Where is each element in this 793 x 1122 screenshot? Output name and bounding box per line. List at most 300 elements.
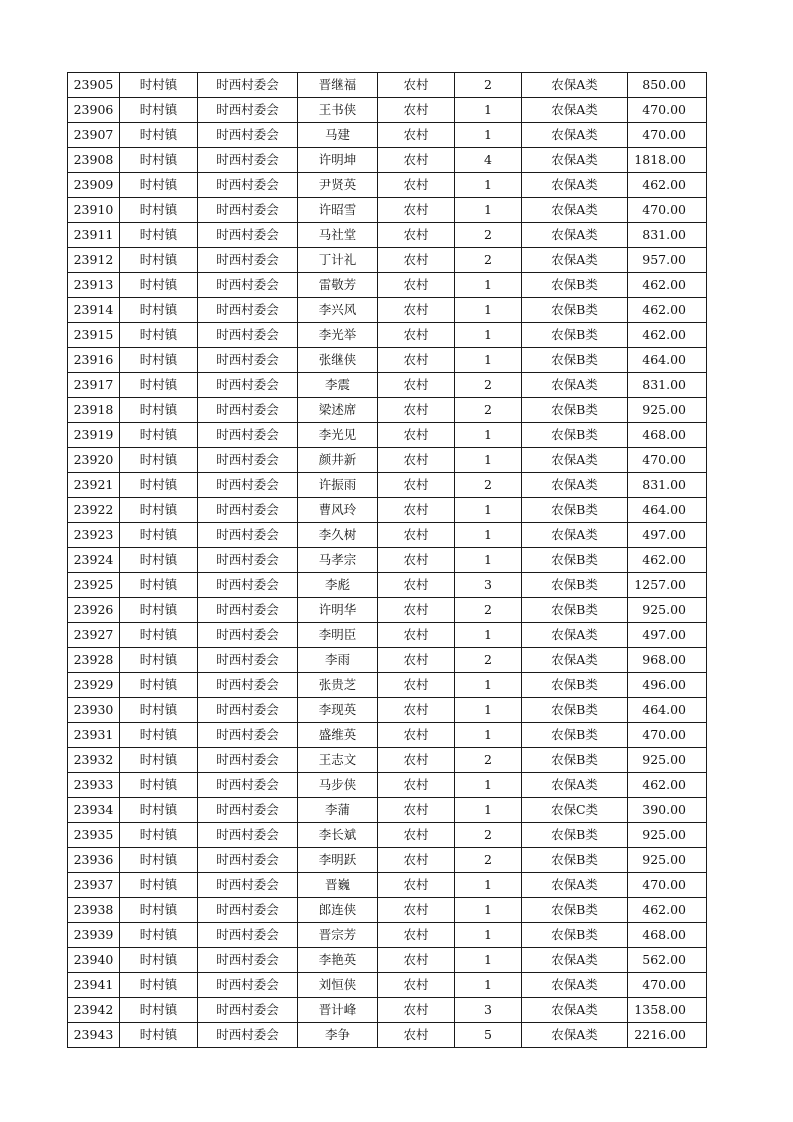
village-committee-cell: 时西村委会 (198, 298, 298, 323)
amount-cell: 1257.00 (628, 573, 707, 598)
insurance-category-cell: 农保A类 (522, 473, 628, 498)
amount-cell: 925.00 (628, 598, 707, 623)
member-count-cell: 2 (455, 848, 522, 873)
household-type-cell: 农村 (378, 498, 455, 523)
township-cell: 时村镇 (120, 573, 198, 598)
township-cell: 时村镇 (120, 98, 198, 123)
table-row (68, 823, 707, 848)
person-name-cell: 李艳英 (298, 948, 378, 973)
member-count-cell: 2 (455, 373, 522, 398)
amount-cell: 831.00 (628, 473, 707, 498)
amount-cell: 470.00 (628, 123, 707, 148)
township-cell: 时村镇 (120, 523, 198, 548)
household-type-cell: 农村 (378, 323, 455, 348)
household-type-cell: 农村 (378, 973, 455, 998)
member-count-cell: 1 (455, 348, 522, 373)
member-count-cell: 1 (455, 298, 522, 323)
township-cell: 时村镇 (120, 848, 198, 873)
record-id-cell: 23926 (68, 598, 120, 623)
household-type-cell: 农村 (378, 573, 455, 598)
amount-cell: 470.00 (628, 198, 707, 223)
household-type-cell: 农村 (378, 698, 455, 723)
record-id-cell: 23905 (68, 73, 120, 98)
village-committee-cell: 时西村委会 (198, 698, 298, 723)
member-count-cell: 2 (455, 823, 522, 848)
township-cell: 时村镇 (120, 698, 198, 723)
township-cell: 时村镇 (120, 823, 198, 848)
person-name-cell: 颜井新 (298, 448, 378, 473)
village-committee-cell: 时西村委会 (198, 223, 298, 248)
household-type-cell: 农村 (378, 948, 455, 973)
amount-cell: 462.00 (628, 323, 707, 348)
person-name-cell: 李光见 (298, 423, 378, 448)
table-row (68, 273, 707, 298)
household-type-cell: 农村 (378, 423, 455, 448)
village-committee-cell: 时西村委会 (198, 423, 298, 448)
record-id-cell: 23925 (68, 573, 120, 598)
village-committee-cell: 时西村委会 (198, 798, 298, 823)
person-name-cell: 张贵芝 (298, 673, 378, 698)
village-committee-cell: 时西村委会 (198, 273, 298, 298)
member-count-cell: 1 (455, 773, 522, 798)
household-type-cell: 农村 (378, 723, 455, 748)
amount-cell: 468.00 (628, 923, 707, 948)
insurance-category-cell: 农保A类 (522, 873, 628, 898)
record-id-cell: 23914 (68, 298, 120, 323)
member-count-cell: 1 (455, 423, 522, 448)
member-count-cell: 1 (455, 898, 522, 923)
household-type-cell: 农村 (378, 173, 455, 198)
table-row (68, 548, 707, 573)
household-type-cell: 农村 (378, 473, 455, 498)
record-id-cell: 23929 (68, 673, 120, 698)
village-committee-cell: 时西村委会 (198, 523, 298, 548)
record-id-cell: 23935 (68, 823, 120, 848)
person-name-cell: 许振雨 (298, 473, 378, 498)
township-cell: 时村镇 (120, 223, 198, 248)
record-id-cell: 23930 (68, 698, 120, 723)
township-cell: 时村镇 (120, 673, 198, 698)
insurance-category-cell: 农保A类 (522, 173, 628, 198)
person-name-cell: 许明华 (298, 598, 378, 623)
person-name-cell: 王书侠 (298, 98, 378, 123)
insurance-category-cell: 农保A类 (522, 198, 628, 223)
village-committee-cell: 时西村委会 (198, 848, 298, 873)
member-count-cell: 2 (455, 248, 522, 273)
village-committee-cell: 时西村委会 (198, 448, 298, 473)
village-committee-cell: 时西村委会 (198, 748, 298, 773)
table-row (68, 648, 707, 673)
member-count-cell: 1 (455, 798, 522, 823)
village-committee-cell: 时西村委会 (198, 873, 298, 898)
person-name-cell: 尹贤英 (298, 173, 378, 198)
record-id-cell: 23933 (68, 773, 120, 798)
township-cell: 时村镇 (120, 123, 198, 148)
person-name-cell: 雷敬芳 (298, 273, 378, 298)
village-committee-cell: 时西村委会 (198, 323, 298, 348)
person-name-cell: 王志文 (298, 748, 378, 773)
record-id-cell: 23913 (68, 273, 120, 298)
table-row (68, 623, 707, 648)
village-committee-cell: 时西村委会 (198, 123, 298, 148)
record-id-cell: 23939 (68, 923, 120, 948)
village-committee-cell: 时西村委会 (198, 1023, 298, 1048)
township-cell: 时村镇 (120, 873, 198, 898)
insurance-category-cell: 农保B类 (522, 898, 628, 923)
amount-cell: 390.00 (628, 798, 707, 823)
household-type-cell: 农村 (378, 248, 455, 273)
insurance-category-cell: 农保A类 (522, 973, 628, 998)
amount-cell: 462.00 (628, 173, 707, 198)
amount-cell: 1358.00 (628, 998, 707, 1023)
township-cell: 时村镇 (120, 1023, 198, 1048)
record-id-cell: 23918 (68, 398, 120, 423)
insurance-category-cell: 农保A类 (522, 148, 628, 173)
amount-cell: 562.00 (628, 948, 707, 973)
village-committee-cell: 时西村委会 (198, 973, 298, 998)
insurance-category-cell: 农保B类 (522, 298, 628, 323)
member-count-cell: 2 (455, 223, 522, 248)
record-id-cell: 23917 (68, 373, 120, 398)
household-type-cell: 农村 (378, 348, 455, 373)
township-cell: 时村镇 (120, 773, 198, 798)
record-id-cell: 23916 (68, 348, 120, 373)
township-cell: 时村镇 (120, 548, 198, 573)
village-committee-cell: 时西村委会 (198, 898, 298, 923)
person-name-cell: 晋继福 (298, 73, 378, 98)
person-name-cell: 晋计峰 (298, 998, 378, 1023)
amount-cell: 470.00 (628, 873, 707, 898)
record-id-cell: 23920 (68, 448, 120, 473)
household-type-cell: 农村 (378, 848, 455, 873)
amount-cell: 462.00 (628, 298, 707, 323)
table-row (68, 298, 707, 323)
insurance-category-cell: 农保B类 (522, 598, 628, 623)
person-name-cell: 刘恒侠 (298, 973, 378, 998)
village-committee-cell: 时西村委会 (198, 198, 298, 223)
table-row (68, 473, 707, 498)
township-cell: 时村镇 (120, 198, 198, 223)
insurance-category-cell: 农保B类 (522, 498, 628, 523)
township-cell: 时村镇 (120, 473, 198, 498)
township-cell: 时村镇 (120, 423, 198, 448)
person-name-cell: 李明跃 (298, 848, 378, 873)
village-committee-cell: 时西村委会 (198, 948, 298, 973)
record-id-cell: 23927 (68, 623, 120, 648)
table-row (68, 73, 707, 98)
amount-cell: 925.00 (628, 398, 707, 423)
member-count-cell: 1 (455, 948, 522, 973)
person-name-cell: 李兴风 (298, 298, 378, 323)
table-row (68, 923, 707, 948)
record-id-cell: 23923 (68, 523, 120, 548)
amount-cell: 496.00 (628, 673, 707, 698)
insurance-category-cell: 农保A类 (522, 448, 628, 473)
member-count-cell: 1 (455, 173, 522, 198)
record-id-cell: 23924 (68, 548, 120, 573)
household-type-cell: 农村 (378, 923, 455, 948)
township-cell: 时村镇 (120, 448, 198, 473)
table-row (68, 798, 707, 823)
township-cell: 时村镇 (120, 273, 198, 298)
member-count-cell: 1 (455, 673, 522, 698)
household-type-cell: 农村 (378, 98, 455, 123)
household-type-cell: 农村 (378, 398, 455, 423)
household-type-cell: 农村 (378, 198, 455, 223)
insurance-category-cell: 农保B类 (522, 348, 628, 373)
table-row (68, 398, 707, 423)
member-count-cell: 1 (455, 498, 522, 523)
member-count-cell: 4 (455, 148, 522, 173)
household-type-cell: 农村 (378, 298, 455, 323)
amount-cell: 850.00 (628, 73, 707, 98)
village-committee-cell: 时西村委会 (198, 773, 298, 798)
person-name-cell: 李现英 (298, 698, 378, 723)
person-name-cell: 晋巍 (298, 873, 378, 898)
township-cell: 时村镇 (120, 648, 198, 673)
record-id-cell: 23943 (68, 1023, 120, 1048)
household-type-cell: 农村 (378, 823, 455, 848)
member-count-cell: 1 (455, 323, 522, 348)
village-committee-cell: 时西村委会 (198, 673, 298, 698)
person-name-cell: 晋宗芳 (298, 923, 378, 948)
household-type-cell: 农村 (378, 273, 455, 298)
record-id-cell: 23928 (68, 648, 120, 673)
record-id-cell: 23919 (68, 423, 120, 448)
village-committee-cell: 时西村委会 (198, 823, 298, 848)
household-type-cell: 农村 (378, 548, 455, 573)
insurance-category-cell: 农保B类 (522, 323, 628, 348)
amount-cell: 462.00 (628, 773, 707, 798)
table-row (68, 98, 707, 123)
person-name-cell: 李明臣 (298, 623, 378, 648)
person-name-cell: 许昭雪 (298, 198, 378, 223)
table-row (68, 748, 707, 773)
person-name-cell: 马社堂 (298, 223, 378, 248)
person-name-cell: 李雨 (298, 648, 378, 673)
household-type-cell: 农村 (378, 623, 455, 648)
member-count-cell: 1 (455, 923, 522, 948)
insurance-category-cell: 农保B类 (522, 573, 628, 598)
township-cell: 时村镇 (120, 948, 198, 973)
record-id-cell: 23906 (68, 98, 120, 123)
member-count-cell: 2 (455, 748, 522, 773)
member-count-cell: 1 (455, 973, 522, 998)
household-type-cell: 农村 (378, 523, 455, 548)
township-cell: 时村镇 (120, 348, 198, 373)
person-name-cell: 梁述席 (298, 398, 378, 423)
person-name-cell: 曹风玲 (298, 498, 378, 523)
household-type-cell: 农村 (378, 748, 455, 773)
record-id-cell: 23908 (68, 148, 120, 173)
record-id-cell: 23911 (68, 223, 120, 248)
insurance-category-cell: 农保A类 (522, 998, 628, 1023)
person-name-cell: 马建 (298, 123, 378, 148)
village-committee-cell: 时西村委会 (198, 598, 298, 623)
table-row (68, 898, 707, 923)
insurance-category-cell: 农保B类 (522, 698, 628, 723)
insurance-category-cell: 农保B类 (522, 673, 628, 698)
table-row (68, 148, 707, 173)
member-count-cell: 3 (455, 573, 522, 598)
record-id-cell: 23931 (68, 723, 120, 748)
member-count-cell: 2 (455, 73, 522, 98)
amount-cell: 470.00 (628, 98, 707, 123)
village-committee-cell: 时西村委会 (198, 173, 298, 198)
record-id-cell: 23910 (68, 198, 120, 223)
village-committee-cell: 时西村委会 (198, 498, 298, 523)
household-type-cell: 农村 (378, 598, 455, 623)
township-cell: 时村镇 (120, 173, 198, 198)
person-name-cell: 郎连侠 (298, 898, 378, 923)
household-type-cell: 农村 (378, 998, 455, 1023)
insurance-category-cell: 农保B类 (522, 723, 628, 748)
table-row (68, 123, 707, 148)
village-committee-cell: 时西村委会 (198, 398, 298, 423)
person-name-cell: 李久树 (298, 523, 378, 548)
insurance-category-cell: 农保B类 (522, 748, 628, 773)
table-row (68, 248, 707, 273)
member-count-cell: 1 (455, 448, 522, 473)
record-id-cell: 23907 (68, 123, 120, 148)
member-count-cell: 1 (455, 98, 522, 123)
table-row (68, 523, 707, 548)
member-count-cell: 1 (455, 548, 522, 573)
person-name-cell: 丁计礼 (298, 248, 378, 273)
insurance-category-cell: 农保A类 (522, 648, 628, 673)
person-name-cell: 李长斌 (298, 823, 378, 848)
township-cell: 时村镇 (120, 323, 198, 348)
insurance-category-cell: 农保B类 (522, 823, 628, 848)
village-committee-cell: 时西村委会 (198, 998, 298, 1023)
township-cell: 时村镇 (120, 398, 198, 423)
amount-cell: 464.00 (628, 698, 707, 723)
table-row (68, 348, 707, 373)
record-id-cell: 23932 (68, 748, 120, 773)
village-committee-cell: 时西村委会 (198, 573, 298, 598)
village-committee-cell: 时西村委会 (198, 723, 298, 748)
village-committee-cell: 时西村委会 (198, 473, 298, 498)
table-row (68, 598, 707, 623)
amount-cell: 1818.00 (628, 148, 707, 173)
household-type-cell: 农村 (378, 673, 455, 698)
township-cell: 时村镇 (120, 148, 198, 173)
insurance-category-cell: 农保A类 (522, 98, 628, 123)
amount-cell: 831.00 (628, 223, 707, 248)
member-count-cell: 2 (455, 473, 522, 498)
household-type-cell: 农村 (378, 373, 455, 398)
person-name-cell: 李蒲 (298, 798, 378, 823)
insurance-category-cell: 农保A类 (522, 948, 628, 973)
member-count-cell: 2 (455, 598, 522, 623)
insurance-category-cell: 农保A类 (522, 623, 628, 648)
table-row (68, 848, 707, 873)
table-row (68, 673, 707, 698)
person-name-cell: 张继侠 (298, 348, 378, 373)
member-count-cell: 1 (455, 198, 522, 223)
person-name-cell: 李争 (298, 1023, 378, 1048)
insurance-category-cell: 农保B类 (522, 923, 628, 948)
table-row (68, 573, 707, 598)
insurance-category-cell: 农保B类 (522, 273, 628, 298)
table-row (68, 698, 707, 723)
table-row (68, 498, 707, 523)
member-count-cell: 5 (455, 1023, 522, 1048)
household-type-cell: 农村 (378, 73, 455, 98)
insurance-category-cell: 农保A类 (522, 373, 628, 398)
table-row (68, 723, 707, 748)
township-cell: 时村镇 (120, 723, 198, 748)
insurance-category-cell: 农保A类 (522, 123, 628, 148)
village-committee-cell: 时西村委会 (198, 373, 298, 398)
village-committee-cell: 时西村委会 (198, 923, 298, 948)
household-type-cell: 农村 (378, 648, 455, 673)
household-type-cell: 农村 (378, 898, 455, 923)
amount-cell: 470.00 (628, 448, 707, 473)
table-row (68, 173, 707, 198)
table-row (68, 873, 707, 898)
insurance-category-cell: 农保A类 (522, 223, 628, 248)
person-name-cell: 盛维英 (298, 723, 378, 748)
record-id-cell: 23937 (68, 873, 120, 898)
table-row (68, 223, 707, 248)
amount-cell: 925.00 (628, 848, 707, 873)
amount-cell: 464.00 (628, 348, 707, 373)
person-name-cell: 许明坤 (298, 148, 378, 173)
amount-cell: 925.00 (628, 823, 707, 848)
township-cell: 时村镇 (120, 298, 198, 323)
member-count-cell: 1 (455, 273, 522, 298)
household-type-cell: 农村 (378, 448, 455, 473)
amount-cell: 925.00 (628, 748, 707, 773)
record-id-cell: 23909 (68, 173, 120, 198)
table-row (68, 973, 707, 998)
village-committee-cell: 时西村委会 (198, 248, 298, 273)
township-cell: 时村镇 (120, 973, 198, 998)
amount-cell: 2216.00 (628, 1023, 707, 1048)
member-count-cell: 1 (455, 123, 522, 148)
township-cell: 时村镇 (120, 598, 198, 623)
insurance-category-cell: 农保B类 (522, 423, 628, 448)
amount-cell: 468.00 (628, 423, 707, 448)
member-count-cell: 1 (455, 523, 522, 548)
township-cell: 时村镇 (120, 373, 198, 398)
insurance-category-cell: 农保B类 (522, 398, 628, 423)
amount-cell: 462.00 (628, 548, 707, 573)
township-cell: 时村镇 (120, 898, 198, 923)
person-name-cell: 马步侠 (298, 773, 378, 798)
township-cell: 时村镇 (120, 498, 198, 523)
household-type-cell: 农村 (378, 148, 455, 173)
amount-cell: 470.00 (628, 973, 707, 998)
insurance-category-cell: 农保A类 (522, 523, 628, 548)
person-name-cell: 李震 (298, 373, 378, 398)
table-row (68, 198, 707, 223)
record-id-cell: 23942 (68, 998, 120, 1023)
amount-cell: 470.00 (628, 723, 707, 748)
amount-cell: 464.00 (628, 498, 707, 523)
household-type-cell: 农村 (378, 123, 455, 148)
table-body (68, 73, 707, 1048)
household-type-cell: 农村 (378, 873, 455, 898)
member-count-cell: 1 (455, 723, 522, 748)
village-committee-cell: 时西村委会 (198, 148, 298, 173)
insurance-category-cell: 农保B类 (522, 848, 628, 873)
member-count-cell: 1 (455, 698, 522, 723)
insurance-category-cell: 农保A类 (522, 773, 628, 798)
household-type-cell: 农村 (378, 223, 455, 248)
table-row (68, 948, 707, 973)
